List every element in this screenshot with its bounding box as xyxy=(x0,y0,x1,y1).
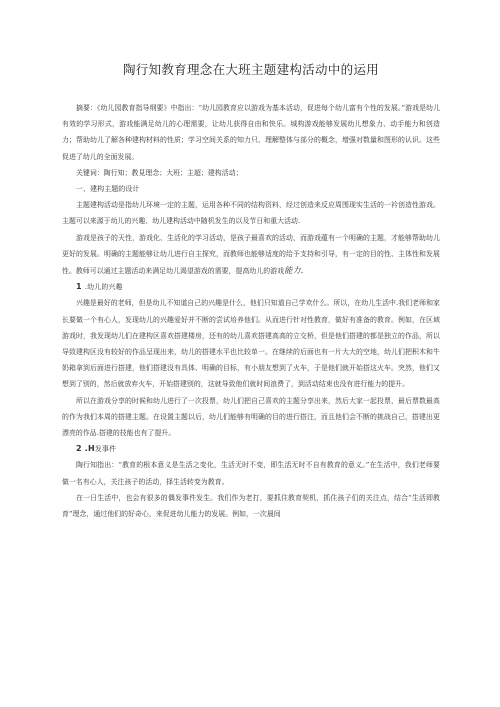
paragraph-interest-example: 兴趣是最好的老师，但是幼儿不知道自己的兴趣是什么，他们只知道自己学欢什么。所以，在幼儿生活中.我们老师和家长要做一个有心人，发现幼儿的兴趣爱好并不断的尝试培养他们。从而进行针对性教育，做好有准备的教育。例如，在区域游戏时，我发现幼儿们在建构区喜欢搭建楼房，还有的幼儿喜欢搭建高高的立交桥，但是他们搭建的都是独立的作品，所以导致建构区没有较好的作品呈现出来，幼儿的搭建水平也比较单一。在继续的后面也有一片大大的空地，幼儿们把积木和牛奶箱拿到后面进行搭建，他们搭建没有具体、明确的目标，有小朋友想到了火车，于是他们就开始搭这火车。突然，他们又想到了别的，然后就放弃火车，开始搭建别的，这就导致他们就时间浪费了，到活动结束也没有进行能力的提升。 xyxy=(62,299,440,389)
subheading-label-1: .幼儿的兴趣 xyxy=(84,283,123,292)
paragraph-game-nature-main: 游戏是孩子的天性，游戏化、生活化的学习活动，是孩子最喜欢的活动，而游戏蕴有一个明确的主题，才能够帮助幼儿更好的发展。明确的主题能够让幼儿进行自主探究，而教师也能够适度的给予支持和引导，有一定的目的性、主体性和发展性。教师可以通过主题活动来满足幼儿渴望游戏的需要，提高幼儿的游戏 xyxy=(62,233,440,276)
subheading-bold-2: .H xyxy=(84,444,95,454)
document-title: 陶行知教育理念在大班主题建构活动中的运用 xyxy=(122,62,379,77)
subheading-number-2: 2 xyxy=(76,444,82,454)
paragraph-voting: 所以在游戏分享的时候和幼儿进行了一次投票，幼儿们把自己喜欢的主题分享出来，然后大家一起投票，最后票数最高的作为我们本周的搭建主题。在设置主题以后，幼儿们能够有明确的目的进行搭注，而且他们会不断的挑战自己，搭建出更漂亮的作品.搭建的技能也有了提升。 xyxy=(62,396,440,438)
section-heading-1: 一、建构主题的设计 xyxy=(76,185,140,194)
document-body xyxy=(62,100,440,522)
paragraph-tao-quote: 陶行知指出：“教育的根本意义是生活之变化，生活无时不变，即生活无时不自有教育的意义。”在生活中，我们老师要做一名有心人，关注孩子的活动，择生活转变为教育。 xyxy=(62,461,440,486)
paragraph-daily-life: 在一日生活中，也会有很多的偶发事件发生。我们作为老打，要抓住教育契机，抓住孩子们的关注点，结合“生活即教育”理念，通过他们的好奇心，来促进幼儿能力的发展。例如，一次晨间 xyxy=(62,493,440,519)
paragraph-theme-definition: 主题建构活动是指幼儿环境一定的主题，运用各种不同的结构资料，经过创造来反应周围现实生活的一衿创造性游戏。主题可以来源于幼儿的兴趣、幼儿建构活动中随机发生的以及节日和重大活动. xyxy=(62,201,440,226)
abstract-paragraph: 摘要：《幼儿园教育指导纲要》中指出：“幼儿园教育应以游戏为基本活动，促进每个幼儿富有个性的发展。”游戏是幼儿有效的学习形式，游戏能满足幼儿的心理需要，让幼儿获得自由和快乐。城构游戏能够发展幼儿想象力、动手能力和创造力；帮助幼儿了解各种建构材料的性质；学习空间关系的知力只、理解整体与部分的概念，增强对数量和图形的认识。这些促进了幼儿的全面发展。 xyxy=(62,104,440,161)
paragraph-game-nature xyxy=(62,230,440,280)
keywords-line: 关键词：陶行知；教見理念；大班；主超；建构活动； xyxy=(76,168,243,177)
subheading-number-1: 1 xyxy=(76,282,82,292)
subheading-incidental-events xyxy=(62,441,440,457)
paragraph-game-nature-tail: 能力. xyxy=(284,265,304,276)
subheading-label-2: 发事件 xyxy=(94,445,117,454)
subheading-children-interest xyxy=(62,279,440,295)
